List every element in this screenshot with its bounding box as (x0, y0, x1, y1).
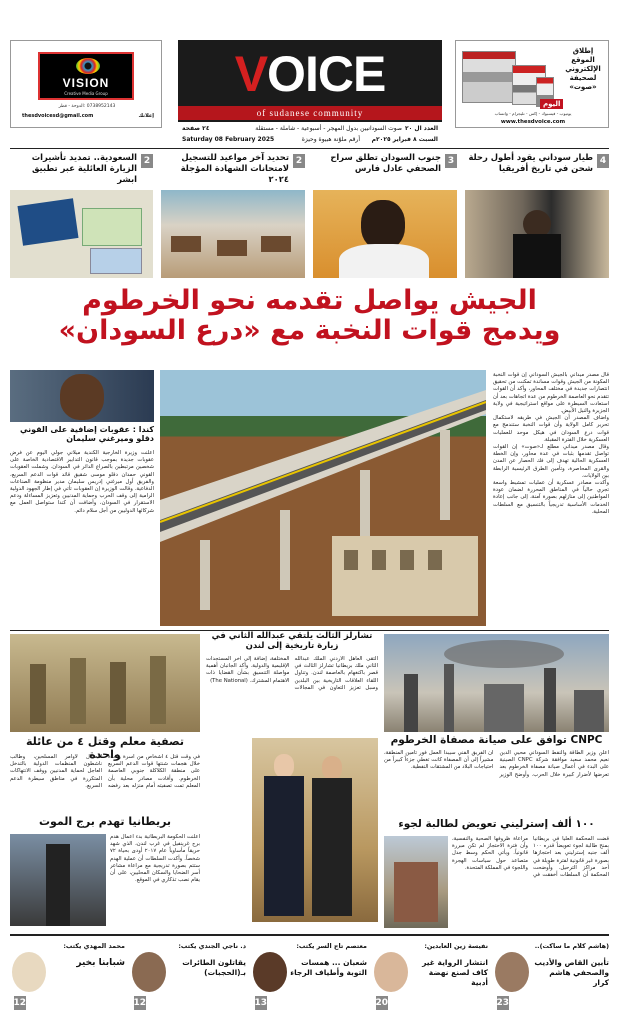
vision-label: إعلانك (138, 113, 154, 119)
id-card (90, 248, 142, 274)
visa-card (82, 208, 142, 246)
minister-photo (10, 370, 154, 422)
story-number: 2 (293, 154, 305, 168)
divider (10, 934, 609, 936)
story-title: تحديد آخر مواعيد للتسجيل لامتحانات الشهادة المؤجلة ٢٠٢٤ (180, 152, 289, 184)
uk-heading: ١٠٠ ألف إسترليني تعويض لطالبة لجوء (398, 818, 595, 830)
tower-photo (10, 834, 106, 926)
tagline: صوت السودانيين بدول المهجر - أسبوعية - شاملة - مستقلة (255, 125, 402, 132)
promo-laptop-screen (462, 51, 516, 103)
divider (10, 148, 609, 149)
person-head (60, 374, 104, 420)
person-body (264, 776, 304, 916)
person-head (322, 756, 342, 780)
writer-title: يقاتلون الطائرات بـ(الحجبات) (182, 958, 246, 977)
writer-author: (هاشم كلام ما ساكت).. (534, 942, 609, 950)
story-title: طيار سوداني يقود أطول رحلة شحن في تاريخ أفريقيا (468, 152, 593, 173)
edition-info: أرقم ملوّنة هبيوة وحيزة (301, 136, 360, 143)
building-photo (384, 836, 448, 928)
paragraph: قال مصدر ميداني بالجيش السوداني إن قوات النخبة المكونة من الجيش وقوات مساندة تمكنت من تحقيق انتصارات جديدة في مختلف المحاور، وأكد أن القوات تتقدم نحو العاصمة الخرطوم من عدة اتجاهات بعد أن استعادت السيطرة على مواقع استراتيجية في ولاية الجزيرة والنيل الأبيض. (493, 372, 609, 415)
story-number: 3 (445, 154, 457, 168)
avatar (253, 952, 287, 992)
pilot-body (513, 234, 561, 278)
issue-date-en: Saturday 08 February 2025 (182, 136, 275, 143)
writer-page: 20 (375, 998, 388, 1008)
masthead-title (178, 44, 442, 104)
desk (217, 240, 247, 256)
journalist-body (339, 244, 429, 278)
king-photo (252, 738, 378, 922)
writer-author: محمد المهدي يكتب: (63, 942, 125, 950)
tower (46, 844, 70, 926)
promo-text (560, 47, 606, 92)
uk-text: قضت المحكمة العليا في بريطانيا بمنح طالبة لجوء تعويضاً قدره ١٠٠ ألف جنيه إسترليني بعد احتجازها بصورة غير قانونية لفترة طويلة في أحد مراكز الترحيل. وأوضحت المحكمة أن السلطات أخفقت في مراعاة ظروفها الصحية والنفسية، وأن فترة الاحتجاز لم تكن مبررة قانونياً. ويأتي الحكم وسط جدل متصاعد حول سياسات الهجرة واللجوء في المملكة المتحدة. (452, 836, 609, 879)
pages-count: ٢٤ صفحة (182, 125, 210, 132)
promo-tag: اليوم (540, 99, 563, 109)
top-stories (10, 152, 609, 278)
main-headline-line2: ويدمج قوات النخبة مع «درع السودان» (58, 315, 561, 346)
top-story-4[interactable] (10, 152, 153, 278)
writer-item[interactable] (251, 940, 367, 1018)
person-body (312, 778, 352, 916)
person (70, 658, 86, 724)
writer-title: شبابنا بخير (76, 958, 125, 968)
writer-author: نفيسة زين العابدين: (424, 942, 488, 950)
top-story-3[interactable] (161, 152, 305, 278)
writer-page: 12 (13, 998, 26, 1008)
writer-page: 23 (496, 998, 509, 1008)
masthead-rest: OICE (267, 46, 386, 102)
story-photo (313, 190, 457, 278)
writer-item[interactable] (10, 940, 125, 1018)
writer-page: 12 (133, 998, 146, 1008)
building (394, 862, 438, 922)
person (110, 662, 126, 724)
bridge-illustration (160, 370, 486, 626)
bridge-photo (160, 370, 486, 626)
top-story-2[interactable] (313, 152, 457, 278)
main-headline (10, 286, 609, 346)
king-heading: تشارلز الثالث يلتقي عبدالله الثاني في زيارة تاريخية إلى لندن (211, 631, 373, 651)
desk (261, 236, 291, 252)
vision-sub: Creative Media Group (64, 91, 108, 96)
avatar (12, 952, 46, 992)
fighters-photo (10, 634, 200, 732)
issue-date-ar: السبت ٨ فبراير ٢٠٢٥م (371, 136, 438, 143)
avatar (495, 952, 529, 992)
journalist-head (361, 200, 405, 250)
promo-line: «صوت» (569, 83, 597, 91)
paragraph: وقال مصدر ميداني مطلع لـ«صوت» إن القوات تواصل تقدمها بثبات في عدة محاور، وإن الخطة العسكرية الحالية تهدف إلى فك الحصار عن المدن والقرى المحاصرة، وتأمين الطرق الرئيسية الرابطة بين الولايات. (493, 444, 609, 479)
top-story-1[interactable] (465, 152, 609, 278)
story-title: السعودية.. تمديد تأشيرات الزيارة العائلية عبر تطبيق ابشر (31, 152, 137, 184)
story-number: 4 (597, 154, 609, 168)
story-title: جنوب السودان تطلق سراح الصحفي عادل فارس (330, 152, 441, 173)
refinery-text: أعلن وزير الطاقة والنفط السوداني محيي الدين نعيم محمد سعيد موافقة شركة CNPC الصينية على البدء في أعمال صيانة مصفاة الخرطوم بعد تعرضها لأضرار كبيرة خلال الحرب. وأوضح الوزير أن الفريق الفني سيبدأ العمل فور تأمين المنطقة، مشيراً إلى أن المصفاة كانت تغطي جزءاً كبيراً من احتياجات البلاد من المشتقات النفطية. (384, 750, 609, 778)
refinery-photo (384, 634, 609, 732)
writer-title: انتشار الرواية غير كاف لصنع نهضة أدبية (422, 958, 488, 987)
vision-logo (38, 52, 134, 100)
promo-line: الموقع (571, 56, 595, 64)
tower-heading: بريطانيا تهدم برج الموت (38, 815, 172, 828)
refinery-heading: CNPC توافق على صيانة مصفاة الخرطوم (390, 734, 603, 746)
paragraph: واضاف المصدر أن الجيش في طريقه لاستكمال تحرير كامل الولاية وأن قوات النخبة ستندمج مع قوات درع السودان في هيكل موحد للعمليات العسكرية خلال الفترة المقبلة. (493, 415, 609, 443)
writer-item[interactable] (493, 940, 609, 1018)
masthead (178, 40, 442, 122)
teacher-heading: تصفية معلم وقتل ٤ من عائلة واحدة (25, 735, 185, 761)
story-photo (465, 190, 609, 278)
writer-page: 13 (254, 998, 267, 1008)
vision-phone: 0738952143 :الدوحة - قطر (58, 104, 116, 109)
teacher-text: في وقت قتل ٤ أشخاص من أسرة واحدة خلال هجمات شنتها قوات الدعم السريع على منطقة الكلاكلة جنوبي العاصمة الخرطوم. وأفادت مصادر محلية بأن المعلم تمت تصفيته أمام منزله بعد رفضه الامتثال لأوامر المسلحين، وطالب ناشطون المنظمات الدولية بالتدخل العاجل لحماية المدنيين ووقف الانتهاكات المتكررة في مناطق سيطرة الدعم السريع. (10, 754, 200, 789)
tower-text: أعلنت الحكومة البريطانية بدء أعمال هدم برج غرينفيل في غرب لندن، الذي شهد حريقاً مأساوياً عام ٢٠١٧ أودى بحياة ٧٢ شخصاً. وأكدت السلطات أن عملية الهدم ستتم بصورة تدريجية مع مراعاة مشاعر أسر الضحايا والسكان المحليين، على أن يقام نصب تذكاري في الموقع. (110, 834, 200, 884)
masthead-v: V (234, 46, 268, 102)
passport (17, 198, 78, 245)
issue-number: العدد ال ٢٠ (404, 125, 438, 132)
masthead-strip: of sudanese community (178, 106, 442, 120)
writer-title: شعبان ... همسات التوبة وأطياف الرجاء (290, 958, 367, 977)
main-story-text (493, 372, 609, 624)
paragraph: وأكدت مصادر عسكرية أن عمليات تمشيط واسعة تجري حالياً في المناطق المحررة لضمان عودة المواطنين إلى منازلهم بصورة آمنة، إلى جانب إعادة الخدمات الأساسية تدريجياً بالتنسيق مع السلطات المحلية. (493, 480, 609, 515)
avatar (132, 952, 166, 992)
writers-bar (10, 940, 609, 1018)
person (150, 656, 166, 724)
main-headline-line1: الجيش يواصل تقدمه نحو الخرطوم (82, 285, 537, 316)
refinery-illustration (384, 634, 609, 732)
writer-item[interactable] (372, 940, 488, 1018)
person (30, 664, 46, 724)
story-photo (161, 190, 305, 278)
writer-author: د. ناجي الجندي يكتب: (178, 942, 246, 950)
vision-brand: VISION (62, 76, 110, 90)
promo-line: لصحيفة (569, 74, 597, 82)
avatar (374, 952, 408, 992)
story-number: 2 (141, 154, 153, 168)
promo-line: إطلاق (572, 47, 594, 55)
writer-title: تأبين القاص والأديب والصحفي هاشم كرار (534, 958, 609, 987)
story-photo (10, 190, 153, 278)
website-promo[interactable] (455, 40, 609, 128)
vision-email[interactable]: thesdvoicesd@gmail.com (22, 113, 94, 119)
issue-bar (178, 124, 442, 146)
sanctions-heading: كندا : عقوبات إضافية على القوني دقلو وميرغني سليمان (20, 425, 154, 444)
writer-author: معتصم تاج السر يكتب: (296, 942, 367, 950)
eye-icon (76, 58, 100, 74)
writer-item[interactable] (130, 940, 246, 1018)
king-text: التقى العاهل الأردني الملك عبدالله الثاني ملك بريطانيا تشارلز الثالث في قصر باكنغهام بالعاصمة لندن. وتناول اللقاء العلاقات التاريخية بين البلدين وسبل تعزيز التعاون في المجالات المختلفة، إضافة إلى آخر المستجدات الإقليمية والدولية. وأكد الجانبان أهمية مواصلة التنسيق بشأن القضايا ذات الاهتمام المشترك. (The National) (206, 656, 378, 691)
promo-url[interactable]: www.thesdvoice.com (500, 119, 566, 125)
desk (171, 236, 201, 252)
promo-line: الإلكتروني (565, 65, 601, 73)
promo-social: يوتيوب - فيسبوك - إكس - تليجرام - واتساب (494, 111, 572, 116)
person-head (274, 754, 294, 778)
sanctions-text: أعلنت وزيرة الخارجية الكندية ميلاني جولي اليوم عن فرض عقوبات جديدة بموجب قانون التدابير الاقتصادية الخاصة على شخصين مرتبطين بالصراع الدائر في السودان. وشملت العقوبات القوني حمدان دقلو موسى شقيق قائد قوات الدعم السريع، والفريق أول ميرغني إدريس سليمان مدير منظومة الصناعات الدفاعية. وقالت الوزيرة إن العقوبات تأتي في إطار الجهود الدولية الرامية إلى وقف الحرب وحماية المدنيين وتعزيز المساءلة ودعم الاستقرار في السودان، وأضافت أن كندا ستواصل العمل مع شركائها الدوليين من أجل سلام دائم. (10, 450, 154, 514)
